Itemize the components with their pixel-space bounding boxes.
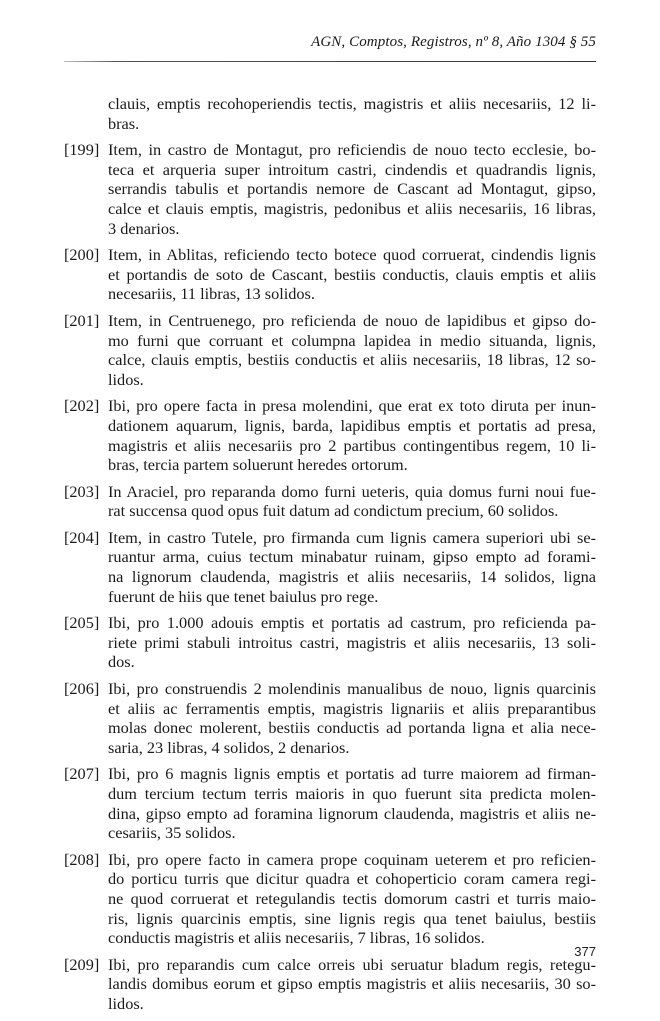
- entry-text: [108, 311, 596, 389]
- text-line: Item, in castro Tutele, pro firmanda cum lignis camera superiori ubi se-: [108, 527, 596, 547]
- entry-number: [208]: [64, 849, 100, 869]
- entry-number: [203]: [64, 481, 100, 501]
- entry-203: [64, 482, 596, 521]
- entry-number: [202]: [64, 396, 100, 416]
- text-line: saria, 23 libras, 4 solidos, 2 denarios.: [108, 737, 350, 757]
- text-line: Ibi, pro 1.000 adouis emptis et portatis ad castrum, pro reficienda pa-: [108, 613, 596, 633]
- entry-number: [204]: [64, 527, 100, 547]
- text-line: ne quod corruerat et retegulandis tectis domorum castri et turris maio-: [108, 888, 596, 908]
- entry-209: [64, 955, 596, 1014]
- entries-list: [64, 140, 596, 1013]
- entry-text: [108, 764, 596, 842]
- entry-number: [199]: [64, 140, 100, 160]
- text-line: dationem aquarum, lignis, barda, lapidibus emptis et portatis ad presa,: [108, 415, 596, 435]
- text-line: riete primi stabuli introitus castri, magistris et aliis necesariis, 13 soli-: [108, 632, 596, 652]
- entry-number: [206]: [64, 679, 100, 699]
- entry-number: [200]: [64, 245, 100, 265]
- text-line: rat succensa quod opus fuit datum ad condictum precium, 60 solidos.: [108, 501, 559, 521]
- text-line: Ibi, pro 6 magnis lignis emptis et portatis ad turre maiorem ad firman-: [108, 764, 596, 784]
- entry-text: [108, 245, 596, 304]
- text-line: Ibi, pro opere facto in camera prope coquinam ueterem et pro reficien-: [108, 849, 596, 869]
- text-line: bras.: [108, 113, 140, 133]
- entry-text: [108, 679, 596, 757]
- text-line: magistris et aliis necesariis pro 2 partibus contingentibus regem, 10 li-: [108, 435, 596, 455]
- text-line: dum tercium tectum terris maioris in quo fuerunt sita predicta molen-: [108, 784, 596, 803]
- text-line: necesariis, 11 libras, 13 solidos.: [108, 284, 315, 304]
- entry-202: [64, 396, 596, 474]
- text-line: clauis, emptis recohoperiendis tectis, magistris et aliis necesariis, 12 li-: [108, 94, 596, 113]
- entry-text: [108, 482, 596, 521]
- text-line: In Araciel, pro reparanda domo furni ueteris, quia domus furni noui fue-: [108, 481, 596, 501]
- text-line: calce, clauis emptis, bestiis conductis et aliis necesariis, 18 libras, 12 so-: [108, 350, 596, 370]
- entry-text: [108, 528, 596, 606]
- entry-204: [64, 528, 596, 606]
- text-line: 3 denarios.: [108, 218, 180, 238]
- text-line: bras, tercia partem soluerunt heredes ortorum.: [108, 455, 408, 475]
- text-line: et portandis de soto de Cascant, bestiis conductis, clauis emptis et aliis: [108, 264, 596, 284]
- text-line: ris, lignis quarcinis emptis, sine lignis regis qua tenet baiulus, bestiis: [108, 908, 596, 928]
- entry-208: [64, 850, 596, 948]
- text-line: molas donec molerent, bestiis conductis ad portanda ligna et alia nece-: [108, 718, 596, 738]
- text-line: dina, gipso empto ad foramina lignorum claudenda, magistris et aliis ne-: [108, 803, 596, 823]
- entry-number: [207]: [64, 764, 100, 784]
- text-line: do porticu turris que dicitur quadra et cohoperticio coram camera regi-: [108, 869, 596, 889]
- running-header: AGN, Comptos, Registros, nº 8, Año 1304 § 55: [311, 34, 596, 50]
- text-line: mo furni que corruant et columpna lapidea in medio situanda, lignis,: [108, 330, 596, 350]
- text-line: lidos.: [108, 993, 144, 1013]
- entry-text: [108, 613, 596, 672]
- entry-201: [64, 311, 596, 389]
- entry-number: [201]: [64, 310, 100, 330]
- page-number: 377: [574, 944, 596, 959]
- text-line: dos.: [108, 652, 135, 672]
- entry-206: [64, 679, 596, 757]
- page-body: [64, 94, 596, 1021]
- text-line: Ibi, pro opere facta in presa molendini, que erat ex toto diruta per inun-: [108, 396, 596, 416]
- entry-text: [108, 955, 596, 1014]
- entry-text: [108, 850, 596, 948]
- text-line: lidos.: [108, 369, 144, 389]
- header-rule: [64, 61, 596, 62]
- entry-text: [108, 396, 596, 474]
- text-line: conductis magistris et aliis necesariis, 7 libras, 16 solidos.: [108, 928, 485, 948]
- continuation-paragraph: [108, 94, 596, 133]
- text-line: Item, in Centruenego, pro reficienda de nouo de lapidibus et gipso do-: [108, 310, 596, 330]
- text-line: Item, in castro de Montagut, pro reficiendis de nouo tecto ecclesie, bo-: [108, 140, 596, 160]
- text-line: Ibi, pro construendis 2 molendinis manualibus de nouo, lignis quarcinis: [108, 679, 596, 699]
- text-line: na lignorum claudenda, magistris et aliis necesariis, 14 solidos, ligna: [108, 567, 596, 587]
- text-line: et aliis ac ferramentis emptis, magistris lignariis et aliis preparantibus: [108, 698, 596, 718]
- text-line: Ibi, pro reparandis cum calce orreis ubi seruatur bladum regis, retegu-: [108, 954, 596, 974]
- entry-number: [205]: [64, 613, 100, 633]
- entry-207: [64, 764, 596, 842]
- text-line: cesariis, 35 solidos.: [108, 823, 236, 843]
- entry-205: [64, 613, 596, 672]
- entry-199: [64, 140, 596, 238]
- text-line: teca et arqueria super introitum castri, cindendis et quadrandis lignis,: [108, 159, 596, 179]
- text-line: Item, in Ablitas, reficiendo tecto botece quod corruerat, cindendis lignis: [108, 245, 596, 265]
- text-line: landis domibus eorum et gipso emptis magistris et aliis necesariis, 30 so-: [108, 974, 596, 994]
- entry-200: [64, 245, 596, 304]
- text-line: ruantur arma, cuius tectum minabatur ruinam, gipso empto ad forami-: [108, 547, 596, 567]
- text-line: calce et clauis emptis, magistris, pedonibus et aliis necesariis, 16 libras,: [108, 198, 596, 218]
- entry-number: [209]: [64, 954, 100, 974]
- entry-text: [108, 140, 596, 238]
- text-line: serrandis tabulis et portandis nemore de Cascant ad Montagut, gipso,: [108, 179, 596, 199]
- text-line: fuerunt de hiis que tenet baiulus pro rege.: [108, 586, 379, 606]
